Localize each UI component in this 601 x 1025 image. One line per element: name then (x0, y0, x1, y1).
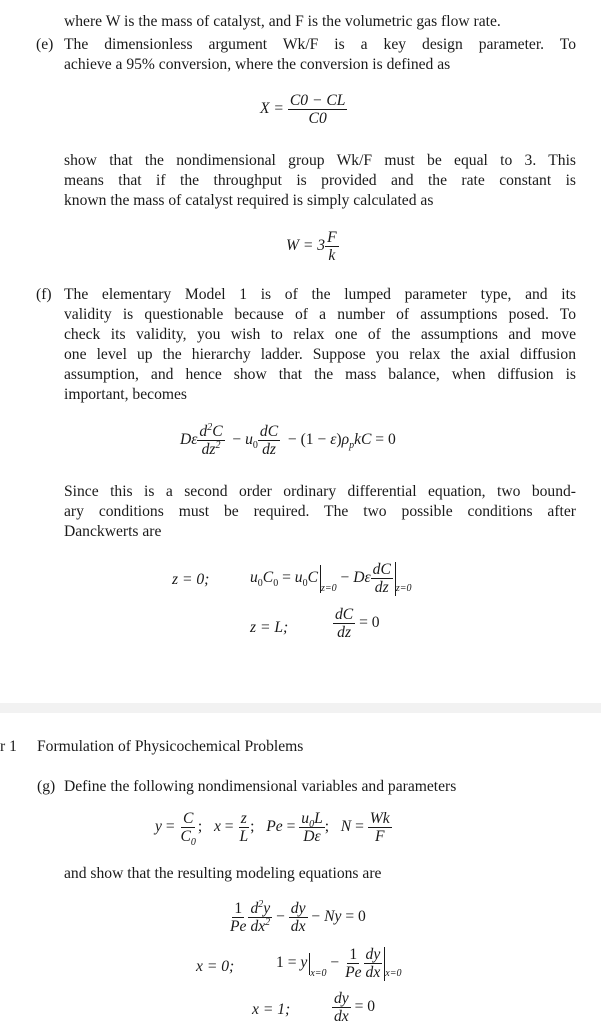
page-separator (0, 703, 601, 713)
eq-numerator: F (327, 229, 337, 246)
bc1-condition: z = 0; (172, 571, 210, 588)
eq-numerator: C0 − CL (289, 92, 346, 109)
text-line: check its validity, you wish to relax one of the assumptions and move (64, 326, 576, 343)
text-line: important, becomes (64, 386, 187, 403)
part-e-label: (e) (36, 36, 54, 53)
chapter-number: r 1 (0, 738, 17, 755)
text-line: Since this is a second order ordinary differential equation, two bound- (64, 483, 576, 500)
equation-bc4: $\frac{dy}{dx}$ = 0 (334, 990, 376, 1025)
text-line: achieve a 95% conversion, where the conversion is defined as (64, 56, 451, 73)
text-line: The elementary Model 1 is of the lumped parameter type, and its (64, 286, 576, 303)
equation-catalyst-mass (286, 229, 339, 264)
text-line: known the mass of catalyst required is simply calculated as (64, 192, 434, 209)
part-e-paragraph-2 (64, 151, 576, 211)
text-line: ary conditions must be required. The two possible conditions after (64, 503, 576, 520)
eq-fraction (288, 92, 348, 127)
equation-mass-balance: Dε $\frac{d^2C}{dz^2}$ − $u_0$ $\frac{dC}{dz}$ − $(1 - \varepsilon)\rho_pkC = 0$ (180, 421, 396, 458)
equation-model: $\frac{1}{Pe}$ $\frac{d^2y}{dx^2}$ − $\frac{dy}{dx}$ − Ny = 0 (230, 898, 366, 935)
text-content: where W is the mass of catalyst, and F is the volumetric gas flow rate. (64, 13, 501, 30)
chapter-title: Formulation of Physicochemical Problems (37, 738, 304, 755)
equation-bc2: $\frac{dC}{dz}$ = 0 (335, 606, 380, 641)
part-e-paragraph (64, 35, 576, 75)
text-line: show that the nondimensional group Wk/F must be equal to 3. This (64, 152, 576, 169)
text-line: means that if the throughput is provided and the rate constant is (64, 172, 576, 189)
bc3-condition: x = 0; (196, 958, 235, 975)
part-f-paragraph-2 (64, 482, 576, 542)
equation-conversion (260, 92, 347, 127)
text-line: Danckwerts are (64, 523, 162, 540)
part-f-paragraph (64, 285, 576, 405)
text-line: one level up the hierarchy ladder. Suppose you relax the axial diffusion (64, 346, 576, 363)
part-f-label: (f) (36, 286, 52, 303)
bc4-condition: x = 1; (252, 1001, 291, 1018)
equation-bc1: $u_0C_0 = u_0C_{z=0} - D\varepsilon$ $\frac{dC}{dz}$ $_{z=0}$ (250, 561, 412, 596)
text-line: assumption, and hence show that the mass balance, when diffusion is (64, 366, 576, 383)
bc2-condition: z = L; (250, 619, 289, 636)
eq-denominator: C0 (308, 110, 327, 127)
text-line: validity is questionable because of a number of assumptions posed. To (64, 306, 576, 323)
eq-denominator: k (328, 247, 336, 264)
eq-fraction (325, 229, 339, 264)
part-g-label: (g) (37, 778, 56, 795)
equation-bc3: $1 = y_{x=0}$ − $\frac{1}{Pe}$ $\frac{dy}{dx}$ $_{x=0}$ (276, 946, 402, 981)
equation-definitions: y = $\frac{C}{C_0}$ ; x = $\frac{z}{L}$ ; Pe = $\frac{u_0L}{D\varepsilon}$ ; N = $\frac{Wk}{F}$ (155, 810, 390, 849)
part-g-line-2: and show that the resulting modeling equations are (64, 865, 382, 882)
text-line-top (64, 12, 574, 32)
part-g-line-1: Define the following nondimensional variables and parameters (64, 778, 457, 795)
text-line: The dimensionless argument Wk/F is a key design parameter. To (64, 36, 576, 53)
eq-lhs: W = 3 (286, 237, 326, 255)
eq-lhs: X = (260, 100, 284, 118)
